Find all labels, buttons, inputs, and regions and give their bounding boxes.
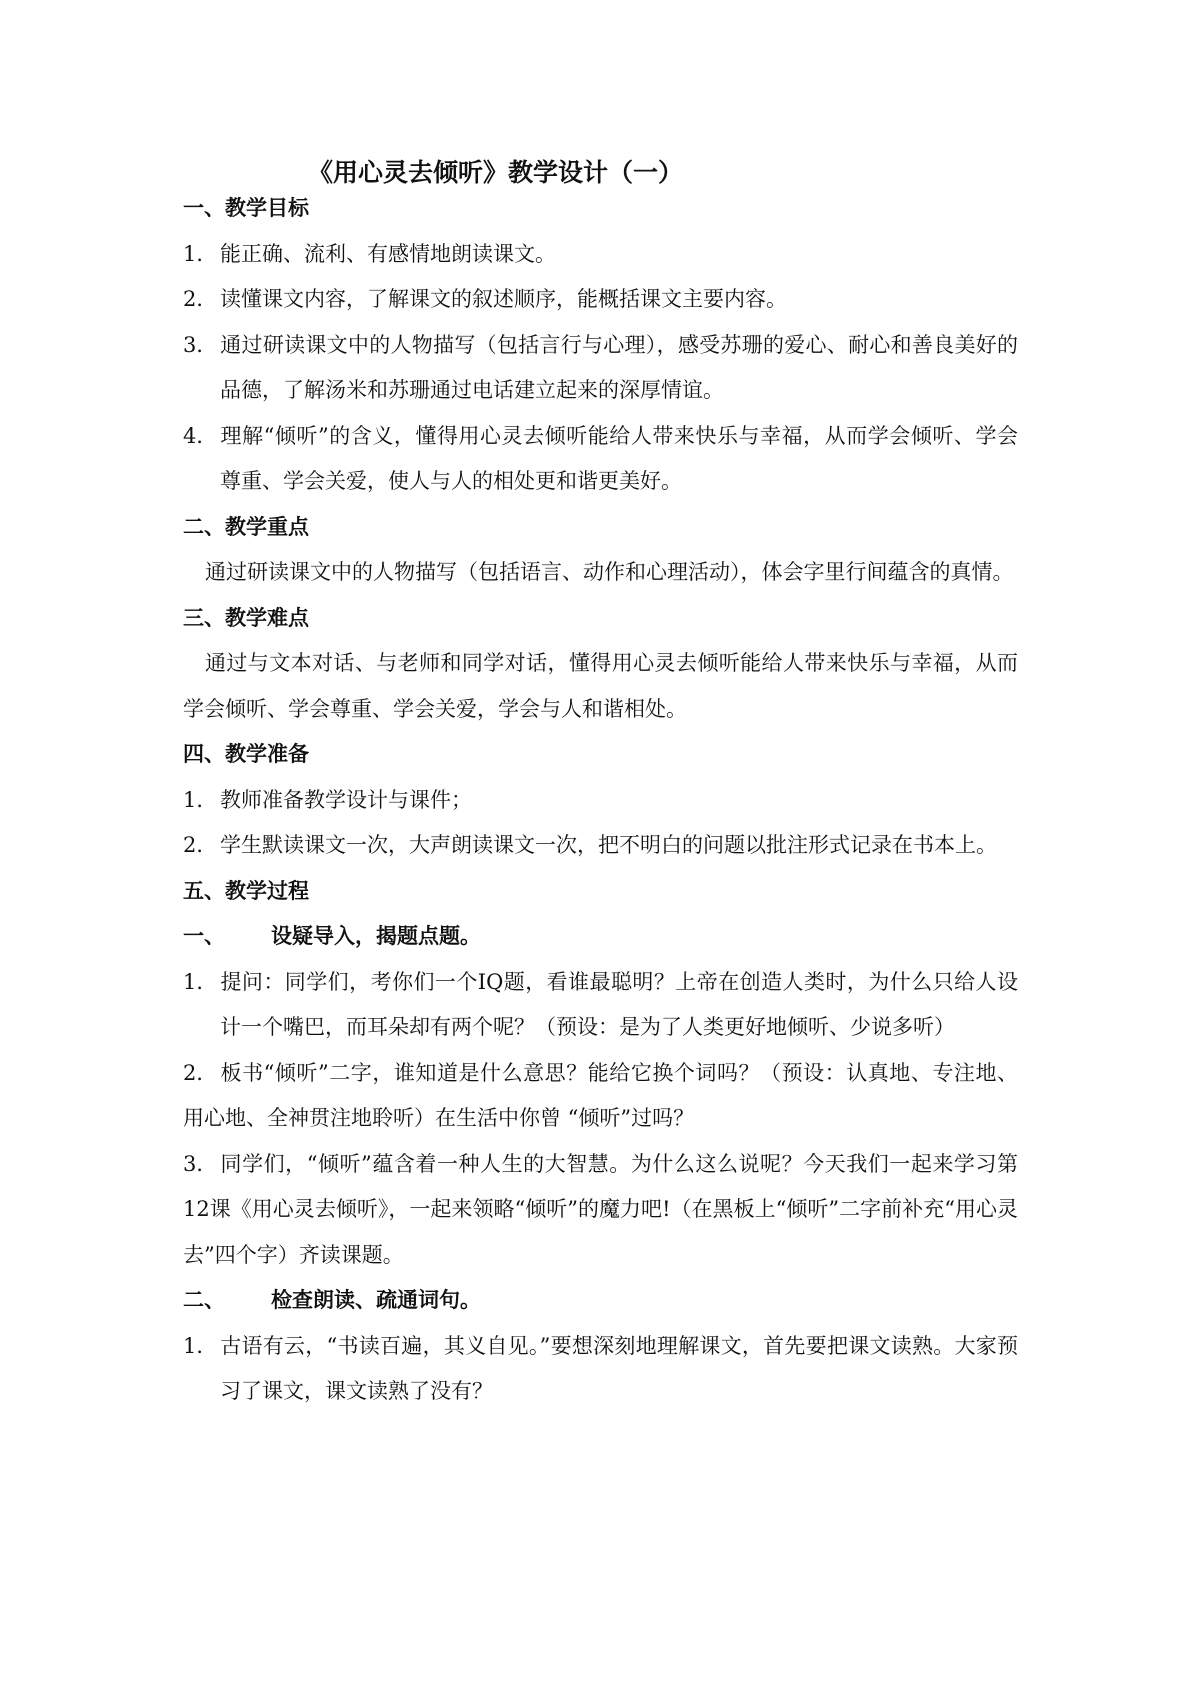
difficulties-paragraph: 通过与文本对话、与老师和同学对话，懂得用心灵去倾听能给人带来快乐与幸福，从而学会倾听、学会尊重、学会关爱，学会与人和谐相处。: [183, 651, 1018, 721]
section-heading-key-points: 二、教学重点: [183, 514, 309, 539]
preparation-item-2: [183, 823, 1018, 869]
goal-item-4-text: 理解“倾听”的含义，懂得用心灵去倾听能给人带来快乐与幸福，从而学会倾听、学会尊重、学会关爱，使人与人的相处更和谐更美好。: [220, 423, 1018, 493]
preparation-item-2-number: 2．: [183, 833, 218, 857]
process-part1-item-3: [183, 1142, 1018, 1279]
process-part1-item-3-text: 同学们，“倾听”蕴含着一种人生的大智慧。为什么这么说呢？今天我们一起来学习第12课《用心灵去倾听》，一起来领略“倾听”的魔力吧!（在黑板上“倾听”二字前补充“用心灵去”四个字）齐读课题。: [183, 1151, 1018, 1267]
process-part1-item-2-text: 板书“倾听”二字，谁知道是什么意思？能给它换个词吗？（预设：认真地、专注地、用心地、全神贯注地聆听）在生活中你曾 “倾听”过吗？: [183, 1060, 1018, 1130]
goal-item-4: [183, 414, 1018, 505]
goal-item-4-number: 4．: [183, 423, 218, 448]
goal-item-2-number: 2．: [183, 287, 218, 311]
process-part1-item-3-number: 3．: [183, 1151, 218, 1176]
process-part1-item-1: [183, 960, 1018, 1051]
process-part1-label: 一、: [183, 924, 225, 948]
preparation-item-1-number: 1．: [183, 787, 218, 812]
section-heading-difficulties: 三、教学难点: [183, 605, 309, 630]
preparation-item-2-text: 学生默读课文一次，大声朗读课文一次，把不明白的问题以批注形式记录在书本上。: [220, 833, 997, 857]
process-part1-item-2: [183, 1051, 1018, 1142]
process-part1-title: 设疑导入，揭题点题。: [271, 924, 481, 948]
process-part2-heading: [183, 1278, 1018, 1324]
goal-item-1-number: 1．: [183, 241, 218, 266]
goal-item-3: [183, 323, 1018, 414]
preparation-item-1-text: 教师准备教学设计与课件；: [220, 787, 472, 812]
process-part2-label: 二、: [183, 1288, 225, 1312]
process-part1-item-1-number: 1．: [183, 969, 218, 994]
goal-item-2-text: 读懂课文内容，了解课文的叙述顺序，能概括课文主要内容。: [220, 287, 787, 311]
process-part1-heading: [183, 914, 1018, 960]
goal-item-1: [183, 232, 1018, 278]
process-part1-item-1-text: 提问：同学们，考你们一个IQ题，看谁最聪明？上帝在创造人类时，为什么只给人设计一个嘴巴，而耳朵却有两个呢？（预设：是为了人类更好地倾听、少说多听）: [220, 969, 1018, 1039]
process-part2-item-1-number: 1．: [183, 1333, 218, 1358]
key-points-paragraph: 通过研读课文中的人物描写（包括语言、动作和心理活动），体会字里行间蕴含的真情。: [205, 560, 1014, 584]
process-part1-item-2-number: 2．: [183, 1060, 218, 1085]
document-body: [183, 186, 1018, 1415]
process-part2-item-1-text: 古语有云，“书读百遍，其义自见。”要想深刻地理解课文，首先要把课文读熟。大家预习了课文，课文读熟了没有？: [220, 1333, 1018, 1403]
process-part2-title: 检查朗读、疏通词句。: [271, 1288, 481, 1312]
section-heading-preparation: 四、教学准备: [183, 742, 309, 766]
goal-item-3-text: 通过研读课文中的人物描写（包括言行与心理），感受苏珊的爱心、耐心和善良美好的品德，了解汤米和苏珊通过电话建立起来的深厚情谊。: [220, 332, 1018, 402]
section-heading-process: 五、教学过程: [183, 878, 309, 903]
process-part2-item-1: [183, 1324, 1018, 1415]
goal-item-2: [183, 277, 1018, 323]
document-title: 《用心灵去倾听》教学设计（一）: [308, 158, 684, 187]
goal-item-1-text: 能正确、流利、有感情地朗读课文。: [220, 241, 556, 266]
goal-item-3-number: 3．: [183, 332, 218, 357]
preparation-item-1: [183, 778, 1018, 824]
section-heading-goals: 一、教学目标: [183, 196, 309, 220]
